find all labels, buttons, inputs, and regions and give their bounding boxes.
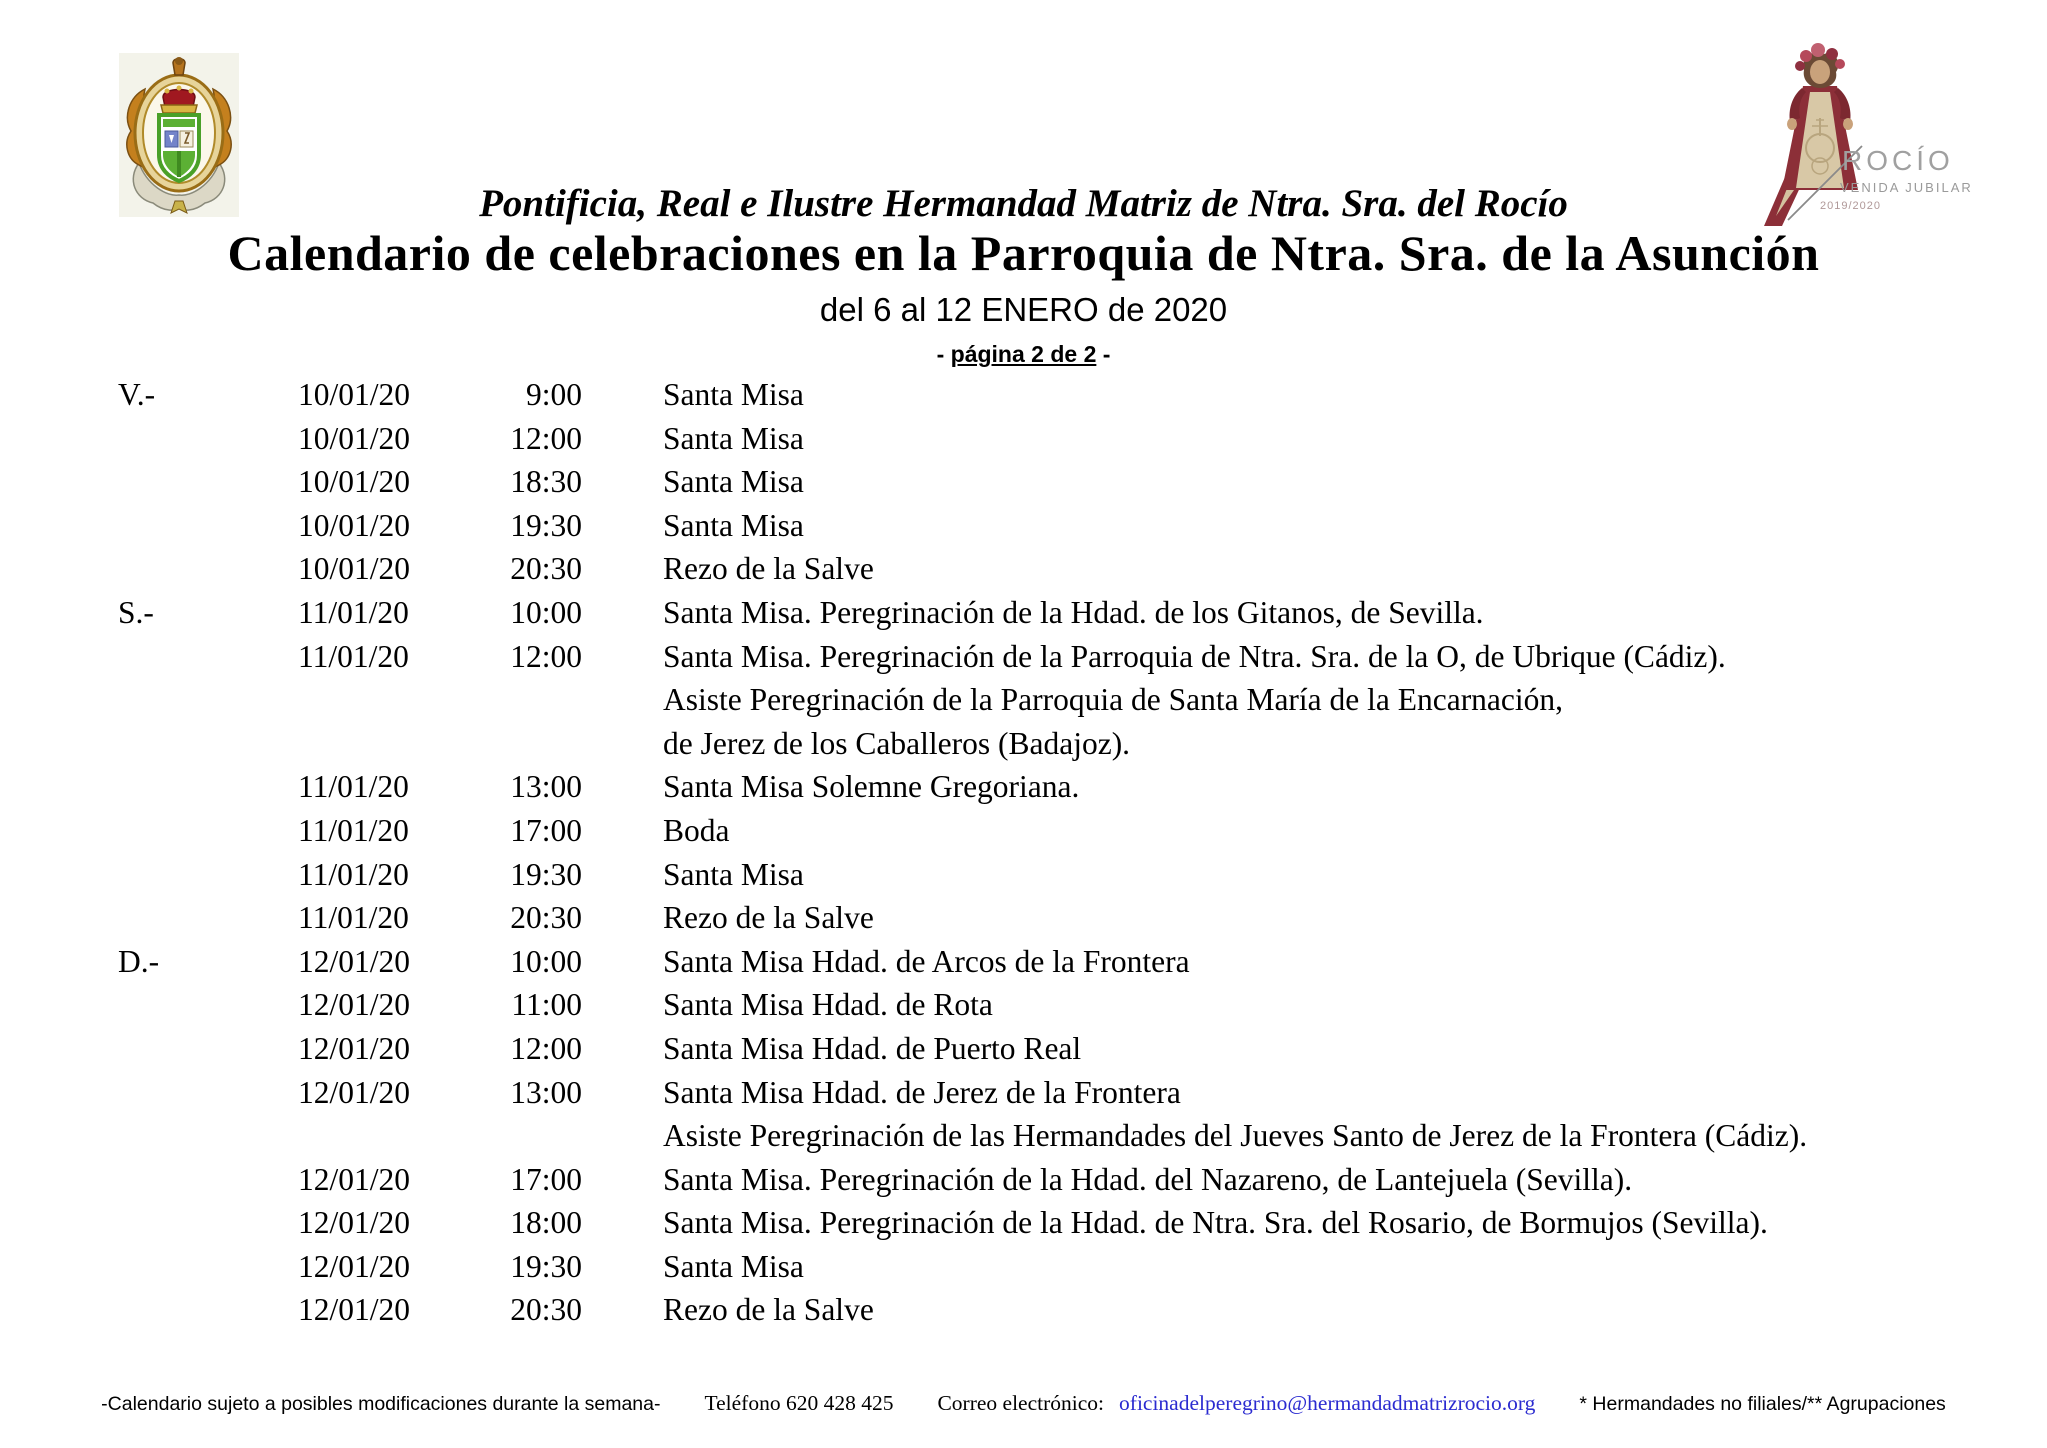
page-label-text: página 2 de 2 [950,341,1097,367]
cell-date: 10/01/20 [298,420,411,456]
cell-time: 12:00 [510,420,582,456]
cell-date: 12/01/20 [298,1205,411,1241]
cell-description: Santa Misa [663,420,804,456]
cell-date: 11/01/20 [298,769,409,805]
cell-day-of-week [118,417,298,461]
footer-legend: * Hermandades no filiales/** Agrupaciones [1579,1393,1946,1415]
footer [0,1391,2047,1416]
cell-date: 10/01/20 [298,464,411,500]
page-label-prefix: - [936,341,951,367]
cell-day-of-week [118,460,298,504]
cell-date: 10/01/20 [298,507,411,543]
cell-day-of-week [118,1114,298,1158]
table-row [118,853,2027,897]
cell-description: Rezo de la Salve [663,1292,874,1328]
cell-date: 12/01/20 [298,1292,411,1328]
cell-date [298,678,468,722]
table-row [118,1114,2027,1158]
cell-time: 19:30 [510,856,582,892]
cell-time: 11:00 [511,987,582,1023]
cell-date: 11/01/20 [298,812,409,848]
cell-date [298,1114,468,1158]
page-label-suffix: - [1096,341,1111,367]
footer-modification-note: -Calendario sujeto a posibles modificaciones durante la semana- [101,1393,661,1415]
cell-description: Santa Misa. Peregrinación de la Hdad. de Ntra. Sra. del Rosario, de Bormujos (Sevilla). [663,1205,1768,1241]
page-number-label [0,341,2047,368]
cell-description: Santa Misa Hdad. de Puerto Real [663,1030,1082,1066]
table-row [118,678,2027,722]
table-row [118,504,2027,548]
cell-description: Rezo de la Salve [663,551,874,587]
cell-description: Santa Misa [663,856,804,892]
table-row [118,635,2027,679]
cell-date: 12/01/20 [298,1161,411,1197]
table-row [118,591,2027,635]
cell-description: Santa Misa. Peregrinación de la Hdad. del Nazareno, de Lantejuela (Sevilla). [663,1161,1633,1197]
cell-time: 20:30 [510,900,582,936]
cell-day-of-week [118,635,298,679]
cell-description: Santa Misa Solemne Gregoriana. [663,769,1080,805]
date-range-subtitle: del 6 al 12 ENERO de 2020 [819,291,1228,328]
cell-date: 11/01/20 [298,900,409,936]
table-row [118,765,2027,809]
table-row [118,809,2027,853]
cell-date [298,722,468,766]
cell-date: 12/01/20 [298,943,411,979]
rocio-logo-subtitle: VENIDA JUBILAR [1840,180,1973,195]
table-row [118,547,2027,591]
cell-day-of-week [118,983,298,1027]
rocio-logo-wordmark: ROCÍO [1842,145,1954,176]
cell-date: 11/01/20 [298,856,409,892]
cell-description: Santa Misa [663,1248,804,1284]
cell-day-of-week [118,722,298,766]
cell-time: 20:30 [510,551,582,587]
cell-date: 10/01/20 [298,551,411,587]
cell-time: 12:00 [510,638,582,674]
cell-date: 11/01/20 [298,638,409,674]
cell-description: de Jerez de los Caballeros (Badajoz). [663,725,1131,761]
cell-time [468,722,582,766]
cell-description: Santa Misa Hdad. de Rota [663,987,993,1023]
cell-day-of-week [118,896,298,940]
cell-day-of-week [118,1288,298,1332]
footer-email-group [937,1391,1535,1416]
cell-description: Santa Misa. Peregrinación de la Parroquia de Ntra. Sra. de la O, de Ubrique (Cádiz). [663,638,1726,674]
table-row [118,417,2027,461]
cell-day-of-week [118,504,298,548]
footer-email-label: Correo electrónico: [937,1391,1105,1415]
cell-time: 10:00 [510,943,582,979]
rocio-logo-year: 2019/2020 [1820,200,1881,212]
table-row [118,722,2027,766]
cell-description: Santa Misa. Peregrinación de la Hdad. de los Gitanos, de Sevilla. [663,594,1484,630]
cell-day-of-week [118,1027,298,1071]
cell-date: 12/01/20 [298,1030,411,1066]
page-title: Calendario de celebraciones en la Parroquia de Ntra. Sra. de la Asunción [227,225,1820,281]
cell-description: Santa Misa [663,507,804,543]
table-row [118,983,2027,1027]
cell-time: 19:30 [510,1248,582,1284]
cell-day-of-week [118,853,298,897]
table-row [118,1288,2027,1332]
cell-description: Santa Misa Hdad. de Arcos de la Frontera [663,943,1190,979]
cell-date: 10/01/20 [298,377,411,412]
cell-day-of-week [118,1071,298,1115]
cell-time [468,678,582,722]
cell-date: 12/01/20 [298,1074,411,1110]
cell-date: 12/01/20 [298,987,411,1023]
cell-day-of-week [118,1201,298,1245]
cell-time: 17:00 [510,812,582,848]
cell-description: Boda [663,812,730,848]
cell-time: 17:00 [510,1161,582,1197]
cell-description: Santa Misa Hdad. de Jerez de la Frontera [663,1074,1181,1110]
footer-phone: Teléfono 620 428 425 [704,1391,894,1415]
table-row [118,1201,2027,1245]
cell-description: Santa Misa [663,464,804,500]
cell-time: 13:00 [510,769,582,805]
cell-day-of-week: V.- [118,377,156,412]
table-row [118,373,2027,417]
table-row [118,1027,2027,1071]
cell-time: 20:30 [510,1292,582,1328]
table-row [118,896,2027,940]
cell-description: Asiste Peregrinación de la Parroquia de Santa María de la Encarnación, [663,682,1564,718]
footer-email-link[interactable]: oficinadelperegrino@hermandadmatrizrocio.org [1119,1391,1536,1415]
cell-day-of-week [118,547,298,591]
cell-day-of-week: D.- [118,943,160,979]
cell-description: Santa Misa [663,377,804,412]
table-row [118,940,2027,984]
cell-day-of-week [118,765,298,809]
celebration-schedule-table [118,373,2027,1332]
cell-time: 10:00 [510,594,582,630]
organization-name: Pontificia, Real e Ilustre Hermandad Matriz de Ntra. Sra. del Rocío [479,182,1568,225]
cell-description: Asiste Peregrinación de las Hermandades del Jueves Santo de Jerez de la Frontera (Cádiz). [663,1118,1808,1154]
cell-time: 18:00 [510,1205,582,1241]
cell-date: 11/01/20 [298,594,409,630]
table-row [118,1071,2027,1115]
cell-time: 12:00 [510,1030,582,1066]
cell-date: 12/01/20 [298,1248,411,1284]
cell-time: 18:30 [510,464,582,500]
table-row [118,460,2027,504]
cell-day-of-week [118,1245,298,1289]
cell-time [468,1114,582,1158]
cell-time: 13:00 [510,1074,582,1110]
cell-day-of-week [118,809,298,853]
cell-time: 19:30 [510,507,582,543]
table-row [118,1158,2027,1202]
table-row [118,1245,2027,1289]
cell-day-of-week: S.- [118,594,154,630]
cell-description: Rezo de la Salve [663,900,874,936]
cell-time: 9:00 [525,377,582,412]
cell-day-of-week [118,1158,298,1202]
cell-day-of-week [118,678,298,722]
